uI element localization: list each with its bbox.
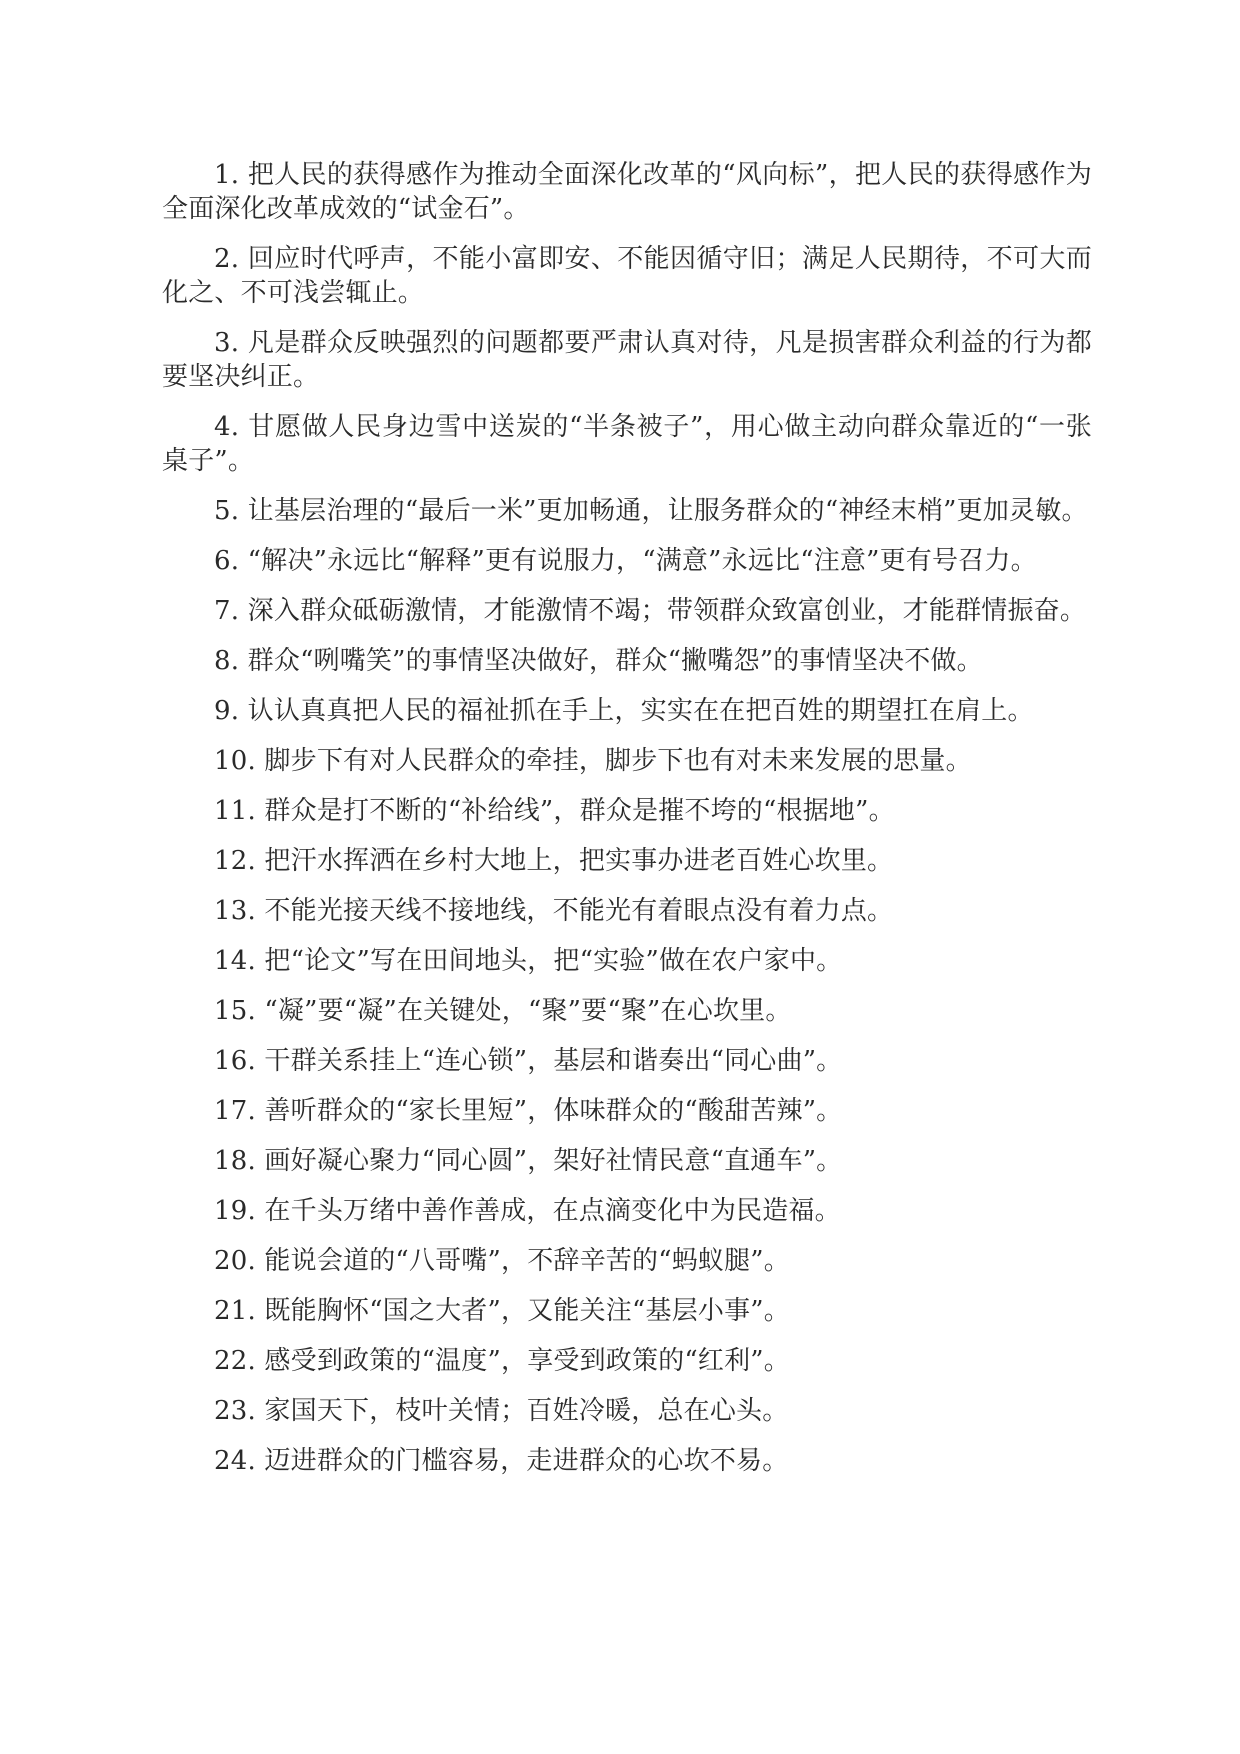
list-item: 10. 脚步下有对人民群众的牵挂，脚步下也有对未来发展的思量。: [214, 746, 972, 776]
list-item: 17. 善听群众的“家长里短”，体味群众的“酸甜苦辣”。: [214, 1096, 843, 1126]
list-item: 4. 甘愿做人民身边雪中送炭的“半条被子”，用心做主动向群众靠近的“一张桌子”。: [162, 412, 1092, 476]
list-item: 9. 认认真真把人民的福祉抓在手上，实实在在把百姓的期望扛在肩上。: [214, 696, 1034, 726]
list-item: 15. “凝”要“凝”在关键处，“聚”要“聚”在心坎里。: [214, 996, 792, 1026]
list-item: 24. 迈进群众的门槛容易，走进群众的心坎不易。: [214, 1446, 789, 1476]
list-item: 2. 回应时代呼声，不能小富即安、不能因循守旧；满足人民期待，不可大而化之、不可浅尝辄止。: [162, 244, 1092, 308]
list-item: 23. 家国天下，枝叶关情；百姓冷暖，总在心头。: [214, 1396, 789, 1426]
list-item: 3. 凡是群众反映强烈的问题都要严肃认真对待，凡是损害群众利益的行为都要坚决纠正。: [162, 328, 1092, 392]
list-item: 21. 既能胸怀“国之大者”，又能关注“基层小事”。: [214, 1296, 790, 1326]
list-item: 11. 群众是打不断的“补给线”，群众是摧不垮的“根据地”。: [214, 796, 895, 826]
list-item: 6. “解决”永远比“解释”更有说服力，“满意”永远比“注意”更有号召力。: [214, 546, 1037, 576]
list-item: 14. 把“论文”写在田间地头，把“实验”做在农户家中。: [214, 946, 843, 976]
list-item: 18. 画好凝心聚力“同心圆”，架好社情民意“直通车”。: [214, 1146, 843, 1176]
numbered-list: [162, 158, 1092, 1494]
list-item: 8. 群众“咧嘴笑”的事情坚决做好，群众“撇嘴怨”的事情坚决不做。: [214, 646, 983, 676]
list-item: 13. 不能光接天线不接地线，不能光有着眼点没有着力点。: [214, 896, 894, 926]
list-item: 7. 深入群众砥砺激情，才能激情不竭；带领群众致富创业，才能群情振奋。: [214, 596, 1087, 626]
list-item: 5. 让基层治理的“最后一米”更加畅通，让服务群众的“神经末梢”更加灵敏。: [214, 496, 1088, 526]
list-item: 19. 在千头万绪中善作善成，在点滴变化中为民造福。: [214, 1196, 841, 1226]
list-item: 12. 把汗水挥洒在乡村大地上，把实事办进老百姓心坎里。: [214, 846, 894, 876]
list-item: 20. 能说会道的“八哥嘴”，不辞辛苦的“蚂蚁腿”。: [214, 1246, 790, 1276]
list-item: 16. 干群关系挂上“连心锁”，基层和谐奏出“同心曲”。: [214, 1046, 843, 1076]
list-item: 1. 把人民的获得感作为推动全面深化改革的“风向标”，把人民的获得感作为全面深化改革成效的“试金石”。: [162, 160, 1092, 224]
list-item: 22. 感受到政策的“温度”，享受到政策的“红利”。: [214, 1346, 790, 1376]
